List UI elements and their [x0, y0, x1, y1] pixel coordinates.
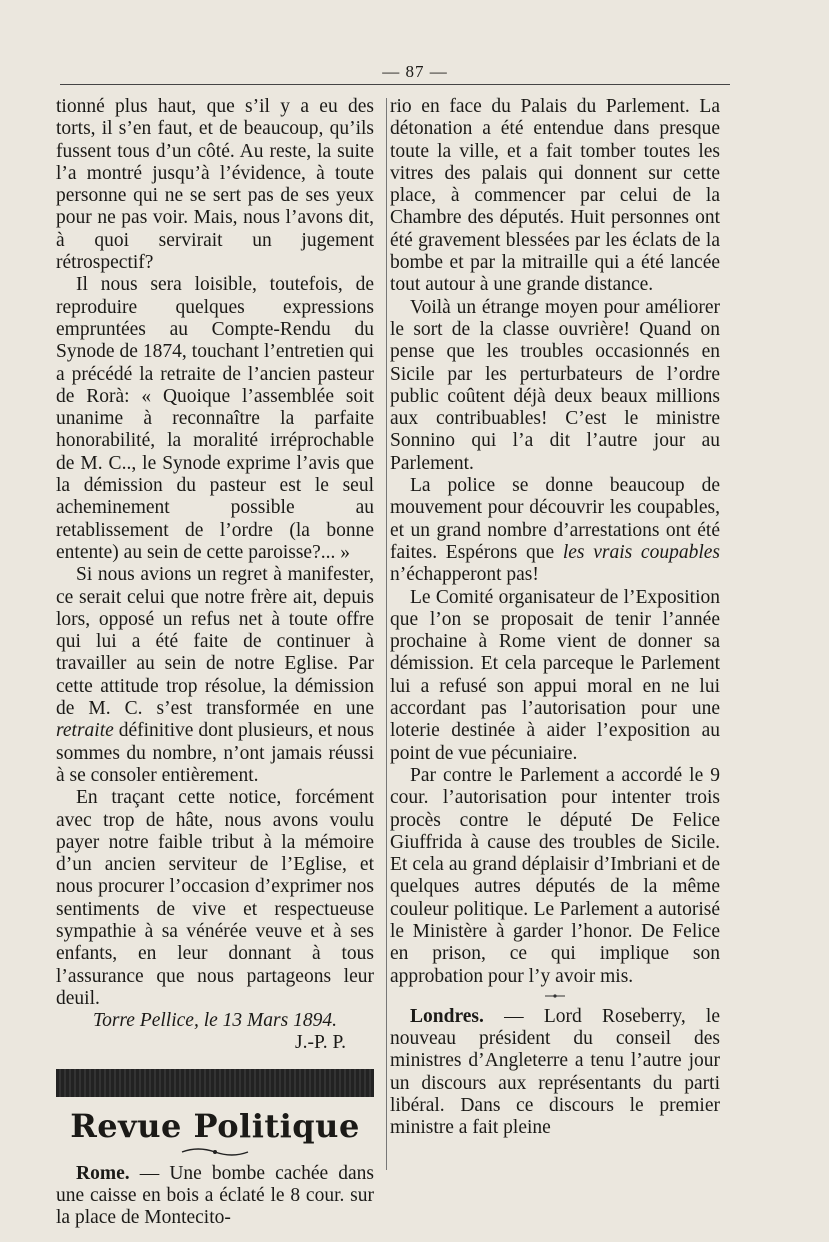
- text-fragment: définitive dont plusieurs, et nous sommes du nombre, n’ont jamais réussi à se consoler entièrement.: [56, 720, 374, 786]
- dateline: Torre Pellice, le 13 Mars 1894.: [93, 1010, 337, 1032]
- section-separator-band: [56, 1069, 374, 1097]
- paragraph-londres: [390, 1006, 720, 1140]
- paragraph-regret: [56, 564, 374, 787]
- text-fragment: n’échapperont pas!: [390, 564, 539, 586]
- rome-lead: Rome.: [76, 1162, 130, 1184]
- column-divider: [386, 98, 387, 1170]
- left-column: [56, 96, 374, 1230]
- paragraph-bombe-continued: rio en face du Palais du Parlement. La détonation a été entendue dans presque toute la ville, et a fait tomber toutes les vitres des palais qui donnent sur cette place, à commencer par celui de la Chambre des députés. Huit personnes ont été gravement blessées par les éclats de la bombe et par la mitraille qui a été lancée tout autour à une grande distance.: [390, 96, 720, 296]
- section-title: Revue Politique: [70, 1106, 360, 1145]
- small-divider-icon: [390, 990, 720, 1004]
- italic-coupables: les vrais coupables: [562, 541, 720, 563]
- paragraph-continued: tionné plus haut, que s’il y a eu des torts, il s’en faut, et de beaucoup, qu’ils fussent tous d’un côté. Au reste, la suite l’a montré jusqu’à l’évidence, à toute personne qui ne se sert pas de ses yeux pour ne pas voir. Mais, nous l’avons dit, à quoi servirait un jugement rétrospectif?: [56, 96, 374, 274]
- page-number: — 87 —: [382, 62, 448, 81]
- paragraph-synode: Il nous sera loisible, toutefois, de reproduire quelques expressions empruntées au Compte-Rendu du Synode de 1874, touchant l’entretien qui a précédé la retraite de l’ancien pasteur de Rorà: « Quoique l’assemblée soit unanime à reconnaître la parfaite honorabilité, la moralité irréprochable de M. C.., le Synode exprime l’avis que la démission du pasteur est le seul acheminement possible au retablissement de l’ordre (la bonne entente) au sein de cette paroisse?... »: [56, 274, 374, 563]
- londres-lead: Londres.: [410, 1005, 484, 1027]
- text-fragment: Si nous avions un regret à manifester, ce serait celui que notre frère ait, depuis lors, opposé un refus net à toute offre qui lui a été faite de continuer à travailler au sein de notre Eglise. Par cette attitude trop résolue, la démission de M. C. s’est transformée en une: [56, 564, 374, 720]
- text-fragment: — Lord Roseberry, le nouveau président du conseil des ministres d’Angleterre a tenu l’autre jour un discours aux représentants du parti libéral. Dans ce discours le premier ministre a fait pleine: [390, 1005, 720, 1139]
- text-fragment: — Une bombe cachée dans une caisse en bois a éclaté le 8 cour. sur la place de Montecito-: [56, 1162, 374, 1229]
- right-column: [390, 96, 720, 1140]
- paragraph-sicile: Voilà un étrange moyen pour améliorer le sort de la classe ouvrière! Quand on pense que les troubles occasionnés en Sicile par les perturbateurs de l’ordre public coûtent déjà deux beaux millions aux contribuables! C’est le ministre Sonnino qui l’a dit l’autre jour au Parlement.: [390, 296, 720, 474]
- paragraph-notice: En traçant cette notice, forcément avec trop de hâte, nous avons voulu payer notre faible tribut à la mémoire d’un ancien serviteur de l’Eglise, et nous procurer l’occasion d’exprimer nos sentiments de vive et respectueuse sympathie à sa vénérée veuve et à ses enfants, en leur donnant à tous l’assurance que nous partageons leur deuil.: [56, 787, 374, 1009]
- paragraph-exposition: Le Comité organisateur de l’Exposition que l’on se proposait de tenir l’année prochaine à Rome vient de donner sa démission. Et cela parceque le Parlement lui a refusé son appui moral en ne lui accordant pas l’autorisation pour une loterie destinée à aider l’exposition au point de vue pécuniaire.: [390, 586, 720, 764]
- italic-retraite: retraite: [56, 720, 114, 742]
- paragraph-police: [390, 475, 720, 586]
- paragraph-rome: [56, 1163, 374, 1230]
- ornament-flourish-icon: [56, 1145, 374, 1161]
- header-rule: [60, 84, 730, 85]
- paragraph-parlement: Par contre le Parlement a accordé le 9 cour. l’autorisation pour intenter trois procès contre le député De Felice Giuffrida à cause des troubles de Sicile. Et cela au grand déplaisir d’Imbriani et de quelques autres députés de la même couleur politique. Le Parlement a autorisé le Ministère à garder l’honor. De Felice en prison, ce qui implique son approbation pour l’y avoir mis.: [390, 764, 720, 987]
- author-initials: J.-P. P.: [295, 1032, 346, 1054]
- text-fragment: La police se donne beaucoup de mouvement pour découvrir les coupables, et un grand nombre d’arrestations ont été faites. Espérons que: [390, 475, 720, 563]
